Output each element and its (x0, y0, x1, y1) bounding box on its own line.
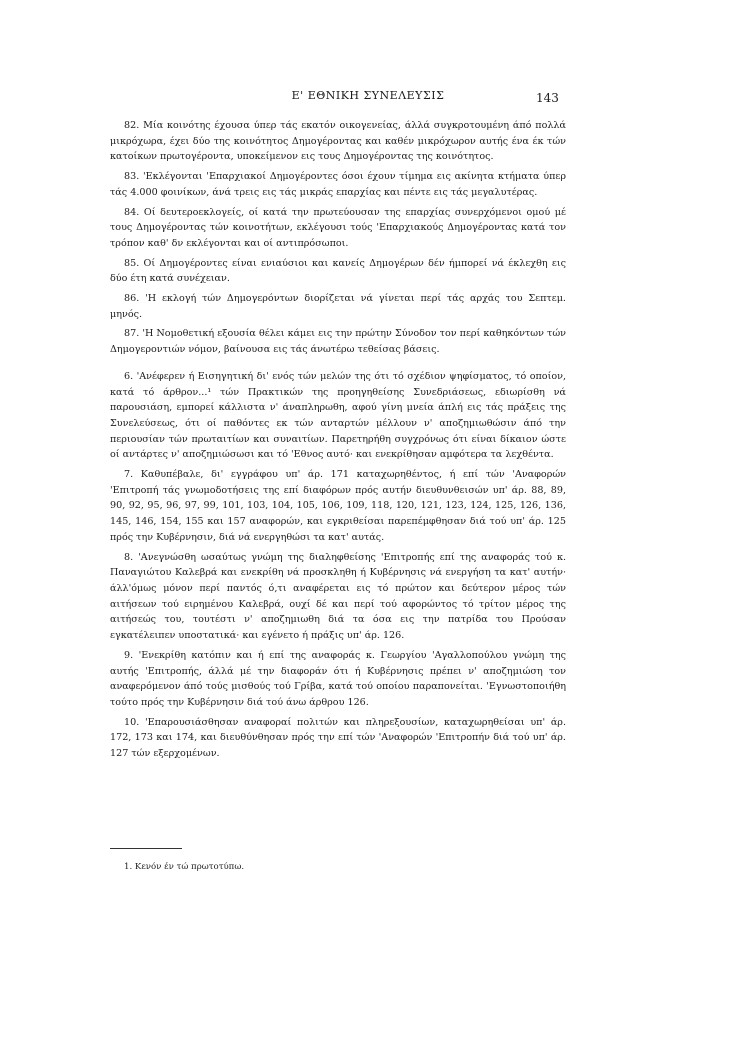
paragraph-6: 6. 'Ανέφερεν ή Εισηγητική δι' ενός τών μελών της ότι τό σχέδιον ψηφίσματος, τό οποίον, κατά τό άρθρον...¹ τών Πρακτικών της προηγηθείσης Συνεδριάσεως, εδιωρίσθη νά παρουσιάση, εμπορεί κάλλιστα ν' άναπληρωθη, αφού γίνη μνεία άπλή εις τάς πράξεις της Συνελεύσεως, ότι οί παθόντες εκ τών ανταρτών μέλλουν ν' αποζημιωθώσιν άπό την περιουσίαν τών πρωταιτίων και συναιτίων. Παρετηρήθη συγχρόνως ότι είναι δίκαιον ώστε οί αντάρτες ν' αποζημιώσωσι και τό 'Εθνος αυτό· και ενεκρίθησαν αμφότερα τα λεχθέντα. (110, 370, 566, 461)
paragraph-85: 85. Οί Δημογέροντες είναι ενιαύσιοι και κανείς Δημογέρων δέν ήμπορεί νά έκλεχθη εις δύο έτη κατά συνέχειαν. (110, 257, 566, 285)
body-text (110, 118, 566, 766)
footnote-divider (110, 848, 182, 849)
paragraph-7: 7. Καθυπέβαλε, δι' εγγράφου υπ' άρ. 171 καταχωρηθέντος, ή επί τών 'Αναφορών 'Επιτροπή τάς γνωμοδοτήσεις της επί διαφόρων πρός αυτήν διευθυνθεισών υπ' άρ. 88, 89, 90, 92, 95, 96, 97, 99, 101, 103, 104, 105, 106, 109, 118, 120, 121, 123, 124, 125, 126, 136, 145, 146, 154, 155 και 157 αναφορών, και εγκριθείσαι παρεπέμφθησαν διά τού υπ' άρ. 125 πρός την Κυβέρνησιν, διά νά ενεργηθώσι τα κατ' αυτάς. (110, 469, 566, 543)
paragraph-86: 86. 'Η εκλογή τών Δημογερόντων διορίζεται νά γίνεται περί τάς αρχάς του Σεπτεμ. μηνός. (110, 293, 566, 320)
running-head: Ε' ΕΘΝΙΚΗ ΣΥΝΕΛΕΥΣΙΣ (291, 89, 445, 102)
paragraph-10: 10. 'Επαρουσιάσθησαν αναφοραί πολιτών και πληρεξουσίων, καταχωρηθείσαι υπ' άρ. 172, 173 και 174, και διευθύνθησαν πρός την επί τών 'Αναφορών 'Επιτροπήν διά τού υπ' άρ. 127 τών εξερχομένων. (110, 716, 566, 760)
paragraph-8: 8. 'Ανεγνώσθη ωσαύτως γνώμη της διαληφθείσης 'Επιτροπής επί της αναφοράς τού κ. Παναγιώτου Καλεβρά και ενεκρίθη νά προσκληθη ή Κυβέρνησις νά ενεργήση τα κατ' αυτήν· άλλ'όμως μόνον περί παντός ό,τι αναφέρεται εις τό πρώτον και δεύτερον μέρος τών αιτήσεων τού ειρημένου Καλεβρά, ουχί δέ και περί τού αφορώντος τό τρίτον μέρος της αιτήσεώς του, τουτέστι ν' αποζημιωθη διά τα όσα εις την πατρίδα του Προύσαν εγκατέλειπεν υποστατικά· και εγένετο ή πράξις υπ' άρ. 126. (110, 551, 566, 642)
paragraph-9: 9. 'Ενεκρίθη κατόπιν και ή επί της αναφοράς κ. Γεωργίου 'Αγαλλοπούλου γνώμη της αυτής 'Επιτροπής, άλλά μέ την διαφοράν ότι ή Κυβέρνησις πρέπει ν' αποζημιώση τον αναφερόμενον άπό τούς μισθούς τού Γρίβα, κατά τού οποίου παραπονείται. 'Εγνωστοποιήθη τούτο πρός την Κυβέρνησιν διά τού άνω άρθρου 126. (110, 649, 566, 708)
page-number: 143 (536, 91, 559, 105)
paragraph-87: 87. 'Η Νομοθετική εξουσία θέλει κάμει εις την πρώτην Σύνοδον τον περί καθηκόντων τών Δημογεροντιών νόμον, βαίνουσα εις τάς άνωτέρω τεθείσας βάσεις. (110, 328, 566, 356)
footnote: 1. Κενόν έν τώ πρωτοτύπω. (124, 862, 245, 872)
paragraph-82: 82. Μία κοινότης έχουσα ύπερ τάς εκατόν οικογενείας, άλλά συγκροτουμένη άπό πολλά μικρόχωρα, έχει δύο της κοινότητος Δημογέροντας και καθέν μικρόχωρον αυτής ένα έκ τών κατοίκων πρωτογέροντα, υποκείμενον εις τους Δημογέροντας της κοινότητος. (110, 120, 566, 163)
paragraph-83: 83. 'Εκλέγονται 'Επαρχιακοί Δημογέροντες όσοι έχουν τίμημα εις ακίνητα κτήματα ύπερ τάς 4.000 φοινίκων, άνά τρεις εις τάς μικράς επαρχίας και πέντε εις τάς μεγαλυτέρας. (110, 171, 566, 198)
paragraph-84: 84. Οί δευτεροεκλογείς, οί κατά την πρωτεύουσαν της επαρχίας συνερχόμενοι ομού μέ τους Δημογέροντας τών κοινοτήτων, εκλέγουσι τούς 'Επαρχιακούς Δημογέροντας κατά τον τρόπον καθ' δν εκλέγονται και οί αντιπρόσωποι. (110, 206, 566, 249)
